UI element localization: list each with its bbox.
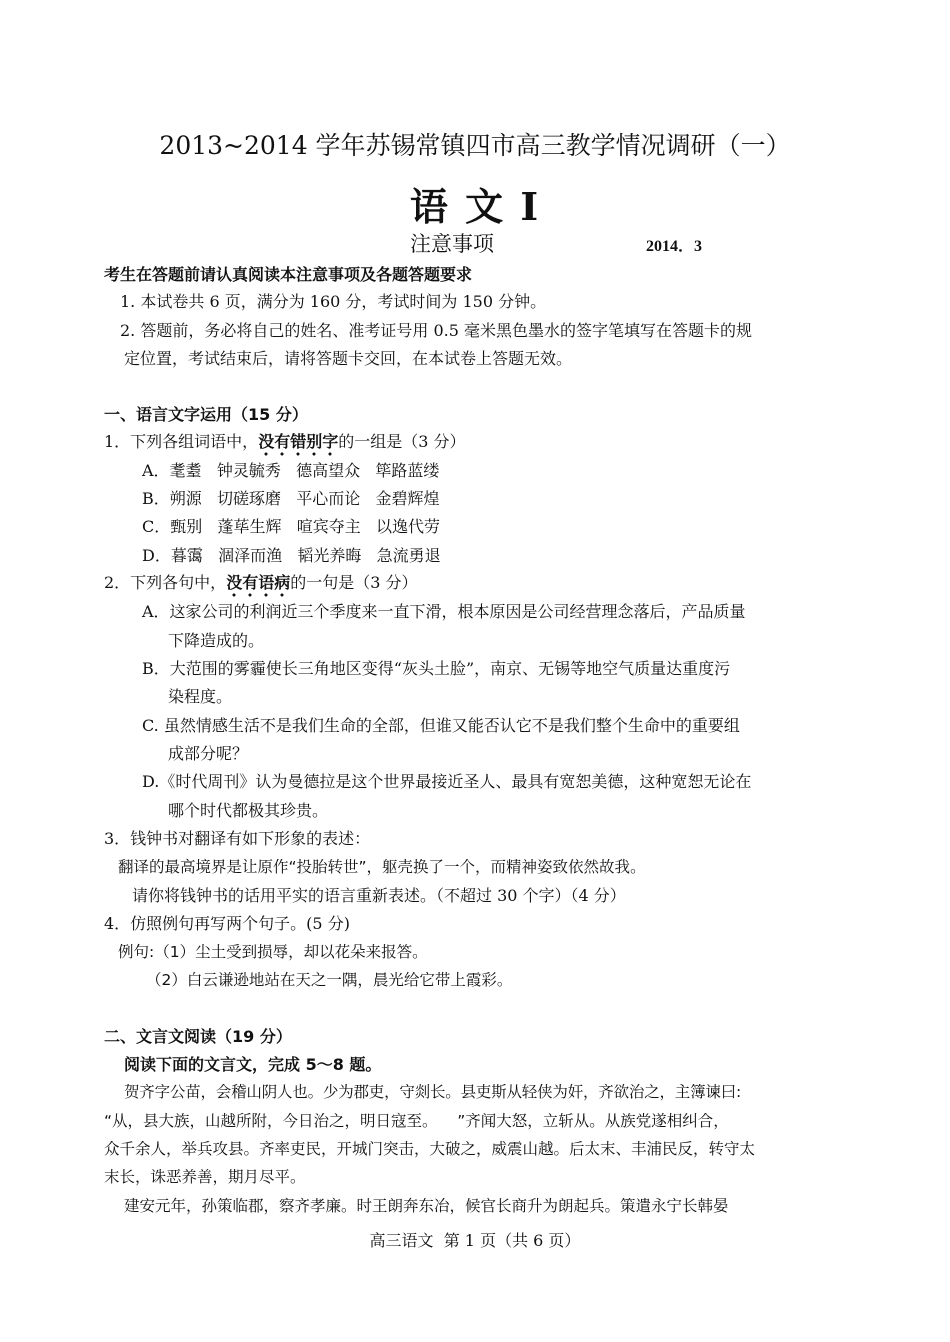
question-2-option-b-line-1: B．大范围的雾霾使长三角地区变得“灰头土脸”，南京、无锡等地空气质量达重度污 bbox=[142, 659, 731, 678]
question-1-stem bbox=[104, 429, 465, 452]
passage-line-2: “从，县大族，山越所附，今日治之，明日寇至。 ”齐闻大怒，立斩从。从族党遂相纠合， bbox=[104, 1112, 729, 1130]
page-title: 2013~2014 学年苏锡常镇四市高三教学情况调研（一） bbox=[159, 131, 791, 160]
question-2-option-a-line-1: A．这家公司的利润近三个季度来一直下滑，根本原因是公司经营理念落后，产品质量 bbox=[142, 602, 746, 621]
question-2-option-d-line-2: 哪个时代都极其珍贵。 bbox=[168, 801, 329, 820]
exam-date: 2014．3 bbox=[646, 238, 703, 255]
question-1-option-c: C．甄别 蓬荜生辉 喧宾夺主 以逸代劳 bbox=[142, 517, 441, 536]
section-2-intro: 阅读下面的文言文，完成 5～8 题。 bbox=[124, 1055, 382, 1074]
instructions-heading: 考生在答题前请认真阅读本注意事项及各题答题要求 bbox=[104, 265, 473, 284]
instruction-item-2-line-2: 定位置，考试结束后，请将答题卡交回，在本试卷上答题无效。 bbox=[124, 349, 573, 368]
passage-line-4: 末长，诛恶养善，期月尽平。 bbox=[104, 1168, 306, 1186]
section-2-heading: 二、文言文阅读（19 分） bbox=[104, 1027, 292, 1046]
question-2-emphasis: 没有语病 bbox=[226, 573, 291, 592]
page-footer: 高三语文 第 1 页（共 6 页） bbox=[369, 1231, 581, 1250]
question-2-option-b-line-2: 染程度。 bbox=[168, 687, 233, 706]
question-2-stem-post: 的一句是（3 分） bbox=[290, 573, 418, 592]
question-1-option-b: B．朔源 切磋琢磨 平心而论 金碧辉煌 bbox=[142, 489, 440, 508]
question-2-stem bbox=[104, 570, 417, 593]
question-2-stem-pre: 2．下列各句中， bbox=[104, 573, 227, 592]
subject-title: 语 文 Ⅰ bbox=[409, 184, 541, 229]
passage-line-1: 贺齐字公苗，会稽山阴人也。少为郡吏，守剡长。县吏斯从轻侠为奸，齐欲治之，主簿谏曰: bbox=[124, 1083, 742, 1101]
question-4-example-2: （2）白云谦逊地站在天之一隅，晨光给它带上霞彩。 bbox=[146, 971, 513, 989]
section-1-heading: 一、语言文字运用（15 分） bbox=[104, 405, 308, 424]
question-2-option-d-line-1: D.《时代周刊》认为曼德拉是这个世界最接近圣人、最具有宽恕美德，这种宽恕无论在 bbox=[142, 772, 752, 791]
instruction-item-2-line-1: 2. 答题前，务必将自己的姓名、准考证号用 0.5 毫米黑色墨水的签字笔填写在答题卡的规 bbox=[120, 321, 752, 340]
passage-line-3: 众千余人，举兵攻县。齐率吏民，开城门突击，大破之，威震山越。后太末、丰浦民反，转守太 bbox=[104, 1140, 756, 1158]
question-2-option-c-line-1: C. 虽然情感生活不是我们生命的全部，但谁又能否认它不是我们整个生命中的重要组 bbox=[142, 716, 740, 735]
question-2-option-a-line-2: 下降造成的。 bbox=[168, 631, 265, 650]
question-4-stem: 4．仿照例句再写两个句子。(5 分) bbox=[104, 914, 350, 933]
question-1-stem-post: 的一组是（3 分） bbox=[338, 432, 466, 451]
question-4-example-1: 例句:（1）尘土受到损辱，却以花朵来报答。 bbox=[118, 943, 428, 961]
question-1-option-d: D．暮霭 涸泽而渔 韬光养晦 急流勇退 bbox=[142, 546, 441, 565]
question-3-quote: 翻译的最高境界是让原作“投胎转世”，躯壳换了一个，而精神姿致依然故我。 bbox=[118, 858, 646, 876]
question-1-stem-pre: 1．下列各组词语中， bbox=[104, 432, 259, 451]
instruction-item-1: 1. 本试卷共 6 页，满分为 160 分，考试时间为 150 分钟。 bbox=[120, 292, 547, 311]
question-2-option-c-line-2: 成部分呢？ bbox=[168, 744, 249, 763]
question-3-stem: 3．钱钟书对翻译有如下形象的表述： bbox=[104, 829, 371, 848]
notice-title: 注意事项 bbox=[410, 232, 494, 256]
question-1-emphasis: 没有错别字 bbox=[258, 432, 339, 451]
passage-line-5: 建安元年，孙策临郡，察齐孝廉。时王朗奔东冶，候官长商升为朗起兵。策遣永宁长韩晏 bbox=[124, 1197, 729, 1215]
question-1-option-a: A．耄耋 钟灵毓秀 德高望众 筚路蓝缕 bbox=[142, 461, 440, 480]
question-3-task: 请你将钱钟书的话用平实的语言重新表述。（不超过 30 个字）（4 分） bbox=[132, 886, 626, 905]
